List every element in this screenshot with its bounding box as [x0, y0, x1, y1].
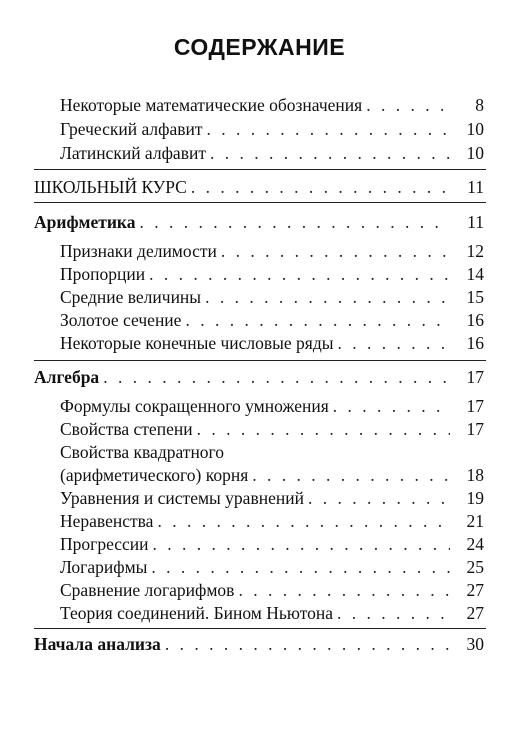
toc-entry [60, 94, 484, 116]
toc-entry-label: Формулы сокращенного умножения [60, 396, 329, 416]
leader-dots [210, 142, 450, 164]
toc-entry-page: 17 [466, 396, 484, 416]
toc-title: СОДЕРЖАНИЕ [173, 34, 346, 60]
toc-entry-page: 27 [466, 603, 484, 623]
section-divider [34, 202, 486, 203]
leader-dots [103, 366, 450, 388]
leader-dots [149, 263, 450, 285]
toc-entry-page: 21 [466, 511, 484, 531]
toc-entry [60, 142, 484, 164]
leader-dots [308, 487, 450, 509]
leader-dots [366, 94, 450, 116]
toc-part-entry [34, 176, 484, 198]
toc-entry-label: Свойства квадратного [60, 442, 225, 462]
toc-entry [60, 286, 484, 308]
toc-entry-label: Теория соединений. Бином Ньютона [60, 603, 334, 623]
toc-entry-page: 19 [466, 488, 484, 508]
toc-entry-page: 11 [467, 212, 484, 232]
toc-entry-page: 10 [466, 119, 484, 139]
section-divider [34, 360, 486, 361]
toc-entry-label: Греческий алфавит [60, 119, 203, 139]
toc-entry-label: Некоторые математические обозначения [60, 95, 363, 115]
toc-entry-label: Признаки делимости [60, 241, 217, 261]
leader-dots [337, 602, 450, 624]
toc-entry [60, 240, 484, 262]
toc-entry-page: 18 [466, 465, 484, 485]
leader-dots [238, 579, 450, 601]
toc-entry-page: 12 [466, 241, 484, 261]
toc-entry-label: Уравнения и системы уравнений [60, 488, 304, 508]
toc-entry-label: Некоторые конечные числовые ряды [60, 333, 334, 353]
toc-entry-page: 17 [466, 419, 484, 439]
toc-entry [60, 602, 484, 624]
leader-dots [221, 240, 450, 262]
leader-dots [140, 211, 451, 233]
toc-entry-label: Прогрессии [60, 534, 149, 554]
leader-dots [207, 118, 450, 140]
leader-dots [153, 533, 450, 555]
toc-entry [60, 510, 484, 532]
toc-entry-label: Свойства степени [60, 419, 193, 439]
toc-entry-label: Начала анализа [34, 634, 161, 654]
toc-section-entry [34, 211, 484, 233]
leader-dots [191, 176, 450, 198]
toc-entry-page: 24 [466, 534, 484, 554]
toc-entry [60, 579, 484, 601]
toc-entry-label: Латинский алфавит [60, 143, 206, 163]
section-divider [34, 169, 486, 170]
toc-entry [60, 263, 484, 285]
leader-dots [157, 510, 450, 532]
leader-dots [333, 395, 450, 417]
toc-entry-label: Неравенства [60, 511, 154, 531]
toc-entry-label: Пропорции [60, 264, 146, 284]
leader-dots [205, 286, 450, 308]
leader-dots [197, 418, 450, 440]
toc-entry-page: 27 [466, 580, 484, 600]
toc-entry-page: 16 [466, 333, 484, 353]
toc-entry [60, 464, 484, 486]
toc-entry [60, 309, 484, 331]
toc-entry-page: 8 [475, 95, 484, 115]
leader-dots [185, 309, 450, 331]
toc-entry-page: 14 [466, 264, 484, 284]
toc-entry [60, 418, 484, 440]
section-divider [34, 628, 486, 629]
toc-entry [60, 441, 484, 463]
toc-entry-page: 16 [466, 310, 484, 330]
toc-section-entry [34, 633, 484, 655]
toc-entry [60, 487, 484, 509]
toc-entry-label: Арифметика [34, 212, 136, 232]
toc-entry-page: 11 [467, 177, 484, 197]
toc-entry-label: Алгебра [34, 367, 100, 387]
toc-entry-label: Золотое сечение [60, 310, 182, 330]
leader-dots [151, 556, 450, 578]
leader-dots [252, 464, 450, 486]
toc-entry-page: 15 [466, 287, 484, 307]
toc-entry-page: 30 [466, 634, 484, 654]
toc-entry [60, 332, 484, 354]
toc-entry-page: 25 [466, 557, 484, 577]
toc-entry-page: 10 [466, 143, 484, 163]
toc-entry-label: Логарифмы [60, 557, 148, 577]
toc-entry [60, 556, 484, 578]
toc-entry-label: Средние величины [60, 287, 202, 307]
toc-section-entry [34, 366, 484, 388]
leader-dots [165, 633, 450, 655]
toc-entry-label: ШКОЛЬНЫЙ КУРС [34, 177, 187, 197]
toc-entry-label: Сравнение логарифмов [60, 580, 235, 600]
toc-entry-label: (арифметического) корня [60, 465, 249, 485]
leader-dots [338, 332, 450, 354]
toc-entry [60, 118, 484, 140]
toc-entry [60, 533, 484, 555]
toc-entry [60, 395, 484, 417]
toc-entry-page: 17 [466, 367, 484, 387]
